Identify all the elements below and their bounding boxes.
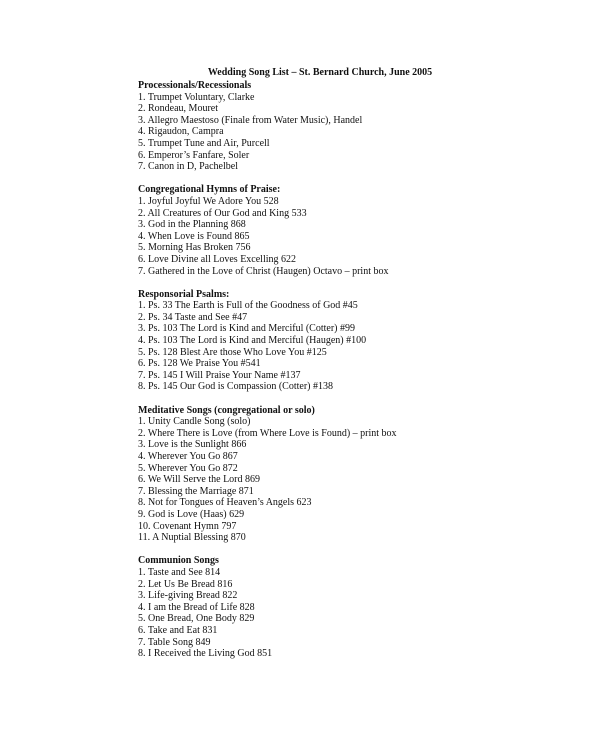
section-heading: Processionals/Recessionals bbox=[138, 80, 252, 91]
list-item: 1. Trumpet Voluntary, Clarke bbox=[138, 91, 255, 103]
list-item: 2. Rondeau, Mouret bbox=[138, 103, 218, 115]
list-item: 6. Ps. 128 We Praise You #541 bbox=[138, 358, 261, 370]
section-heading: Congregational Hymns of Praise: bbox=[138, 184, 281, 196]
list-item: 6. We Will Serve the Lord 869 bbox=[138, 474, 261, 486]
list-item: 4. Wherever You Go 867 bbox=[138, 451, 238, 462]
list-item: 3. Love is the Sunlight 866 bbox=[138, 439, 247, 451]
list-item: 3. Life-giving Bread 822 bbox=[138, 590, 238, 602]
list-item: 3. Ps. 103 The Lord is Kind and Merciful (Cotter) #99 bbox=[138, 323, 356, 335]
list-item: 5. One Bread, One Body 829 bbox=[138, 613, 255, 625]
list-item: 1. Unity Candle Song (solo) bbox=[138, 416, 251, 428]
list-item: 6. Take and Eat 831 bbox=[138, 624, 218, 636]
section-communion-songs bbox=[138, 555, 578, 659]
list-item: 5. Wherever You Go 872 bbox=[138, 462, 238, 474]
section-heading: Responsorial Psalms: bbox=[138, 288, 230, 300]
list-item: 2. All Creatures of Our God and King 533 bbox=[138, 207, 307, 219]
list-item: 2. Let Us Be Bread 816 bbox=[138, 578, 233, 590]
list-item: 4. When Love is Found 865 bbox=[138, 230, 250, 242]
list-item: 4. Rigaudon, Campra bbox=[138, 126, 224, 138]
section-responsorial-psalms bbox=[138, 289, 578, 393]
list-item: 7. Blessing the Marriage 871 bbox=[138, 485, 254, 497]
list-item: 9. God is Love (Haas) 629 bbox=[138, 508, 245, 520]
section-processionals bbox=[138, 80, 578, 173]
document-title: Wedding Song List – St. Bernard Church, June 2005 bbox=[207, 67, 433, 78]
list-item: 4. I am the Bread of Life 828 bbox=[138, 601, 255, 613]
list-item: 7. Ps. 145 I Will Praise Your Name #137 bbox=[138, 369, 301, 381]
section-hymns-of-praise bbox=[138, 184, 578, 277]
list-item: 8. Not for Tongues of Heaven’s Angels 623 bbox=[138, 497, 312, 509]
section-heading: Communion Songs bbox=[138, 555, 219, 567]
list-item: 1. Joyful Joyful We Adore You 528 bbox=[138, 195, 279, 207]
list-item: 2. Ps. 34 Taste and See #47 bbox=[138, 311, 248, 323]
list-item: 3. Allegro Maestoso (Finale from Water Music), Handel bbox=[138, 114, 363, 126]
list-item: 8. I Received the Living God 851 bbox=[138, 648, 273, 660]
section-heading: Meditative Songs (congregational or solo) bbox=[138, 404, 315, 416]
list-item: 8. Ps. 145 Our God is Compassion (Cotter) #138 bbox=[138, 381, 333, 393]
list-item: 7. Gathered in the Love of Christ (Haugen) Octavo – print box bbox=[138, 265, 389, 277]
list-item: 7. Table Song 849 bbox=[138, 636, 211, 648]
list-item: 4. Ps. 103 The Lord is Kind and Merciful (Haugen) #100 bbox=[138, 335, 367, 347]
list-item: 1. Taste and See 814 bbox=[138, 566, 221, 578]
list-item: 5. Trumpet Tune and Air, Purcell bbox=[138, 137, 270, 149]
list-item: 6. Love Divine all Loves Excelling 622 bbox=[138, 253, 297, 265]
list-item: 7. Canon in D, Pachelbel bbox=[138, 161, 238, 173]
list-item: 11. A Nuptial Blessing 870 bbox=[138, 532, 246, 544]
list-item: 1. Ps. 33 The Earth is Full of the Goodness of God #45 bbox=[138, 300, 358, 312]
list-item: 5. Morning Has Broken 756 bbox=[138, 242, 251, 254]
list-item: 3. God in the Planning 868 bbox=[138, 219, 246, 231]
list-item: 10. Covenant Hymn 797 bbox=[138, 520, 237, 532]
section-meditative-songs bbox=[138, 405, 578, 544]
list-item: 2. Where There is Love (from Where Love is Found) – print box bbox=[138, 427, 397, 439]
list-item: 5. Ps. 128 Blest Are those Who Love You #125 bbox=[138, 346, 327, 358]
list-item: 6. Emperor’s Fanfare, Soler bbox=[138, 149, 250, 161]
song-list bbox=[138, 80, 578, 660]
